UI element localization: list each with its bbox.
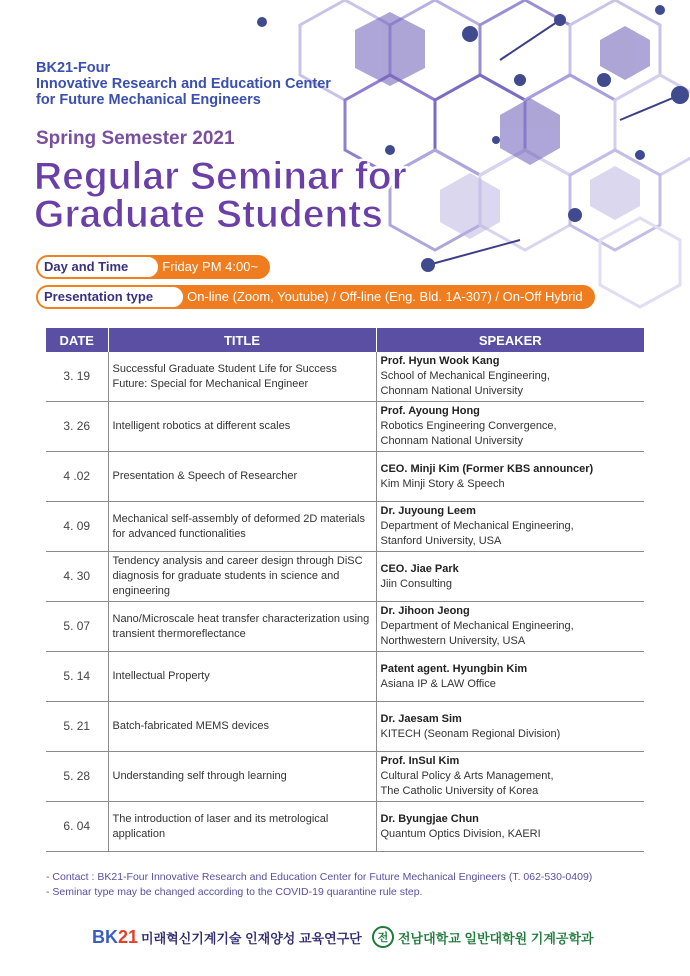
day-time-row	[36, 255, 270, 279]
row-title: Presentation & Speech of Researcher	[108, 452, 376, 502]
speaker-affiliation: Asiana IP & LAW Office	[380, 677, 496, 690]
presentation-type-label: Presentation type	[36, 285, 185, 309]
org-line-3: for Future Mechanical Engineers	[36, 92, 261, 108]
row-speaker	[376, 602, 644, 652]
bk21-logo	[92, 924, 362, 950]
seminar-schedule-table	[46, 328, 644, 852]
row-title: Nano/Microscale heat transfer characterization using transient thermoreflectance	[108, 602, 376, 652]
table-row	[46, 752, 644, 802]
organization-name	[36, 60, 331, 108]
row-title: Tendency analysis and career design through DiSC diagnosis for graduate students in science and engineering	[108, 552, 376, 602]
speaker-affiliation: Chonnam National University	[380, 385, 523, 397]
table-row	[46, 452, 644, 502]
title-column-header: TITLE	[108, 328, 376, 352]
speaker-affiliation: Department of Mechanical Engineering,	[380, 620, 574, 632]
table-row	[46, 802, 644, 852]
speaker-affiliation: Cultural Policy & Arts Management,	[380, 770, 554, 782]
row-title: The introduction of laser and its metrological application	[108, 802, 376, 852]
speaker-name: CEO. Minji Kim (Former KBS announcer)	[380, 462, 594, 475]
row-title: Mechanical self-assembly of deformed 2D materials for advanced functionalities	[108, 502, 376, 552]
speaker-affiliation: KITECH (Seonam Regional Division)	[380, 727, 561, 740]
speaker-affiliation: Kim Minji Story & Speech	[380, 477, 505, 490]
row-date: 4. 09	[46, 502, 108, 552]
row-title: Batch-fabricated MEMS devices	[108, 702, 376, 752]
row-speaker	[376, 702, 644, 752]
row-date: 4. 30	[46, 552, 108, 602]
table-row	[46, 402, 644, 452]
table-row	[46, 352, 644, 402]
speaker-name: Patent agent. Hyungbin Kim	[380, 662, 528, 675]
semester-label: Spring Semester 2021	[36, 128, 235, 149]
seminar-type-note: - Seminar type may be changed according to the COVID-19 quarantine rule step.	[46, 886, 423, 898]
row-title: Understanding self through learning	[108, 752, 376, 802]
speaker-affiliation: The Catholic University of Korea	[380, 785, 539, 797]
row-date: 5. 28	[46, 752, 108, 802]
speaker-name: Prof. InSul Kim	[380, 755, 460, 767]
speaker-name: Dr. Jihoon Jeong	[380, 605, 470, 617]
speaker-affiliation: Robotics Engineering Convergence,	[380, 420, 557, 432]
table-row	[46, 702, 644, 752]
org-line-1: BK21-Four	[36, 60, 111, 76]
speaker-name: Prof. Ayoung Hong	[380, 405, 480, 417]
bk21-mark-num: 21	[118, 926, 139, 947]
row-date: 5. 07	[46, 602, 108, 652]
speaker-name: Dr. Juyoung Leem	[380, 505, 476, 517]
row-date: 6. 04	[46, 802, 108, 852]
row-speaker	[376, 402, 644, 452]
speaker-affiliation: Stanford University, USA	[380, 535, 502, 547]
speaker-name: Dr. Byungjae Chun	[380, 812, 479, 825]
row-speaker	[376, 802, 644, 852]
bk21-logo-text: 미래혁신기계기술 인재양성 교육연구단	[141, 930, 362, 946]
row-date: 3. 26	[46, 402, 108, 452]
org-line-2: Innovative Research and Education Center	[36, 76, 331, 92]
date-column-header: DATE	[46, 328, 108, 352]
speaker-affiliation: Chonnam National University	[380, 435, 523, 447]
bk21-mark	[92, 927, 138, 948]
speaker-column-header: SPEAKER	[376, 328, 644, 352]
row-date: 4 .02	[46, 452, 108, 502]
speaker-name: Prof. Hyun Wook Kang	[380, 355, 500, 367]
row-speaker	[376, 502, 644, 552]
row-date: 5. 14	[46, 652, 108, 702]
row-title: Intelligent robotics at different scales	[108, 402, 376, 452]
title-line-2: Graduate Students	[34, 193, 383, 236]
title-line-1: Regular Seminar for	[34, 155, 407, 198]
row-speaker	[376, 352, 644, 402]
presentation-type-value: On-line (Zoom, Youtube) / Off-line (Eng. Bld. 1A-307) / On-Off Hybrid	[157, 285, 594, 309]
row-date: 5. 21	[46, 702, 108, 752]
contact-note: - Contact : BK21-Four Innovative Research and Education Center for Future Mechanical Engineers (T. 062-530-0409)	[46, 871, 593, 883]
table-row	[46, 652, 644, 702]
row-title: Successful Graduate Student Life for Success Future: Special for Mechanical Engineer	[108, 352, 376, 402]
day-time-label: Day and Time	[36, 255, 160, 279]
table-row	[46, 602, 644, 652]
row-speaker	[376, 652, 644, 702]
page-title	[34, 155, 407, 236]
row-speaker	[376, 552, 644, 602]
table-row	[46, 552, 644, 602]
presentation-type-row	[36, 285, 595, 309]
bk21-mark-bk: BK	[92, 926, 118, 947]
footnotes	[46, 870, 592, 900]
speaker-name: Dr. Jaesam Sim	[380, 712, 462, 725]
row-speaker	[376, 452, 644, 502]
speaker-affiliation: Northwestern University, USA	[380, 635, 526, 647]
speaker-affiliation: Quantum Optics Division, KAERI	[380, 827, 541, 840]
speaker-affiliation: Department of Mechanical Engineering,	[380, 520, 574, 532]
day-time-value: Friday PM 4:00~	[132, 255, 270, 279]
speaker-affiliation: School of Mechanical Engineering,	[380, 370, 550, 382]
row-date: 3. 19	[46, 352, 108, 402]
table-row	[46, 502, 644, 552]
chonnam-university-logo	[372, 924, 594, 950]
row-speaker	[376, 752, 644, 802]
speaker-name: CEO. Jiae Park	[380, 562, 459, 575]
table-header-row	[46, 328, 644, 352]
row-title: Intellectual Property	[108, 652, 376, 702]
university-seal-icon: 전	[372, 926, 394, 948]
speaker-affiliation: Jiin Consulting	[380, 577, 453, 590]
university-logo-text: 전남대학교 일반대학원 기계공학과	[398, 930, 594, 946]
